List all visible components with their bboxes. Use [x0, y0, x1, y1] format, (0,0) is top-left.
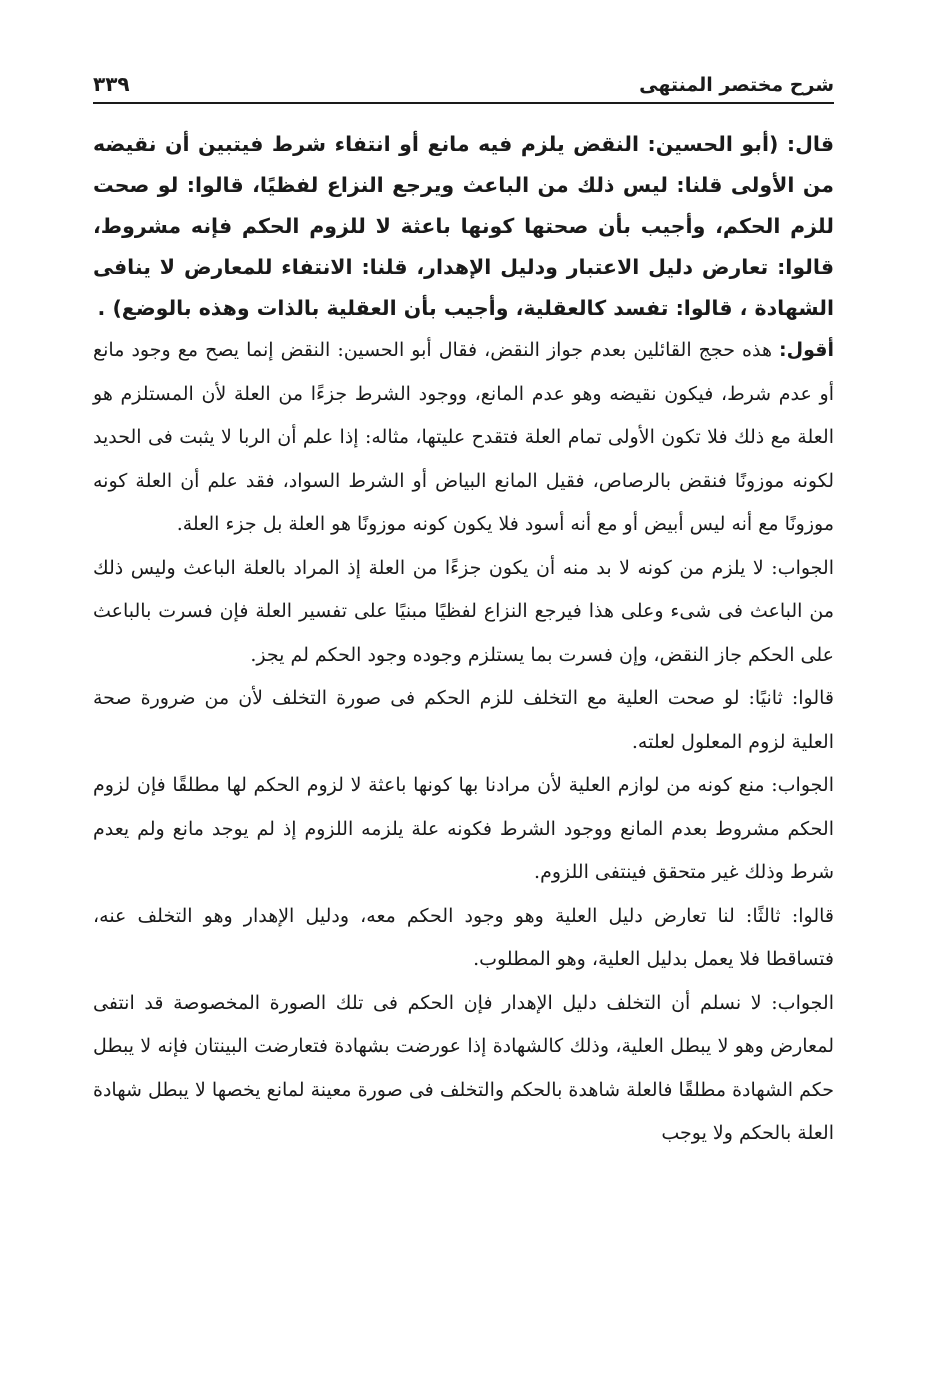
- running-title: شرح مختصر المنتهى: [639, 74, 834, 96]
- commentary-lead-word: أقول:: [779, 339, 834, 361]
- commentary-paragraph: [93, 677, 834, 764]
- paragraph-text: الجواب: لا نسلم أن التخلف دليل الإهدار فإن الحكم فى تلك الصورة المخصوصة قد انتفى لمعارض وهو لا يبطل العلية، وذلك كالشهادة إذا عورضت بشهادة فتعارضت البينتان فإنه لا يبطل حكم الشهادة مطلقًا فالعلة شاهدة بالحكم والتخلف فى صورة معينة لمانع يخصها لا يبطل شهادة العلة بالحكم ولا يوجب: [93, 991, 834, 1144]
- commentary-paragraph: [93, 895, 834, 982]
- paragraph-text: قال: (أبو الحسين: النقض يلزم فيه مانع أو انتفاء شرط فيتبين أن نقيضه من الأولى قلنا: ليس ذلك من الباعث ويرجع النزاع لفظيًا، قالوا: لو صحت للزم الحكم، وأجيب بأن صحتها كونها باعثة لا للزوم الحكم فإنه مشروط، قالوا: تعارض دليل الاعتبار ودليل الإهدار، قلنا: الانتفاء للمعارض لا ينافى الشهادة ، قالوا: تفسد كالعقلية، وأجيب بأن العقلية بالذات وهذه بالوضع) .: [93, 132, 834, 320]
- book-page: [93, 68, 834, 1156]
- matn-paragraph: [93, 124, 834, 329]
- commentary-paragraph: [93, 764, 834, 895]
- commentary-paragraph: [93, 547, 834, 678]
- paragraph-text: قالوا: ثانيًا: لو صحت العلية مع التخلف للزم الحكم فى صورة التخلف لأن من ضرورة صحة العلية لزوم المعلول لعلته.: [93, 687, 834, 753]
- paragraph-text: الجواب: منع كونه من لوازم العلية لأن مرادنا بها كونها باعثة لا لزوم الحكم لها مطلقًا فإن لزوم الحكم مشروط بعدم المانع ووجود الشرط فكونه علة يلزمه اللزوم إذ لم يوجد مانع ولم يعدم شرط وذلك غير متحقق فينتفى اللزوم.: [93, 774, 834, 883]
- page-number: ٣٣٩: [93, 72, 130, 96]
- paragraph-text: قالوا: ثالثًا: لنا تعارض دليل العلية وهو وجود الحكم معه، ودليل الإهدار وهو التخلف عنه، فتساقطا فلا يعمل بدليل العلية، وهو المطلوب.: [93, 904, 834, 970]
- page-header: [93, 68, 834, 104]
- commentary-paragraph: [93, 982, 834, 1156]
- paragraph-text: الجواب: لا يلزم من كونه لا بد منه أن يكون جزءًا من العلة إذ المراد بالعلة الباعث وليس ذلك من الباعث فى شىء وعلى هذا فيرجع النزاع لفظيًا مبنيًا على تفسير العلة فإن فسرت بالباعث على الحكم جاز النقض، وإن فسرت بما يستلزم وجوده وجود الحكم لم يجز.: [93, 556, 834, 666]
- commentary-paragraph: [93, 329, 834, 547]
- paragraph-text: هذه حجج القائلين بعدم جواز النقض، فقال أبو الحسين: النقض إنما يصح مع وجود مانع أو عدم شرط، فيكون نقيضه وهو عدم المانع، ووجود الشرط جزءًا من العلة لأن المستلزم هو العلة مع ذلك فلا تكون الأولى تمام العلة فتقدح عليتها، مثاله: إذا علم أن الربا لا يثبت فى الحديد لكونه موزونًا فنقض بالرصاص، فقيل المانع البياض أو الشرط السواد، فقد علم أن العلة كونه موزونًا مع أنه ليس أبيض أو مع أنه أسود فلا يكون كونه موزونًا هو العلة بل جزء العلة.: [93, 339, 834, 535]
- page-body: [93, 124, 834, 1156]
